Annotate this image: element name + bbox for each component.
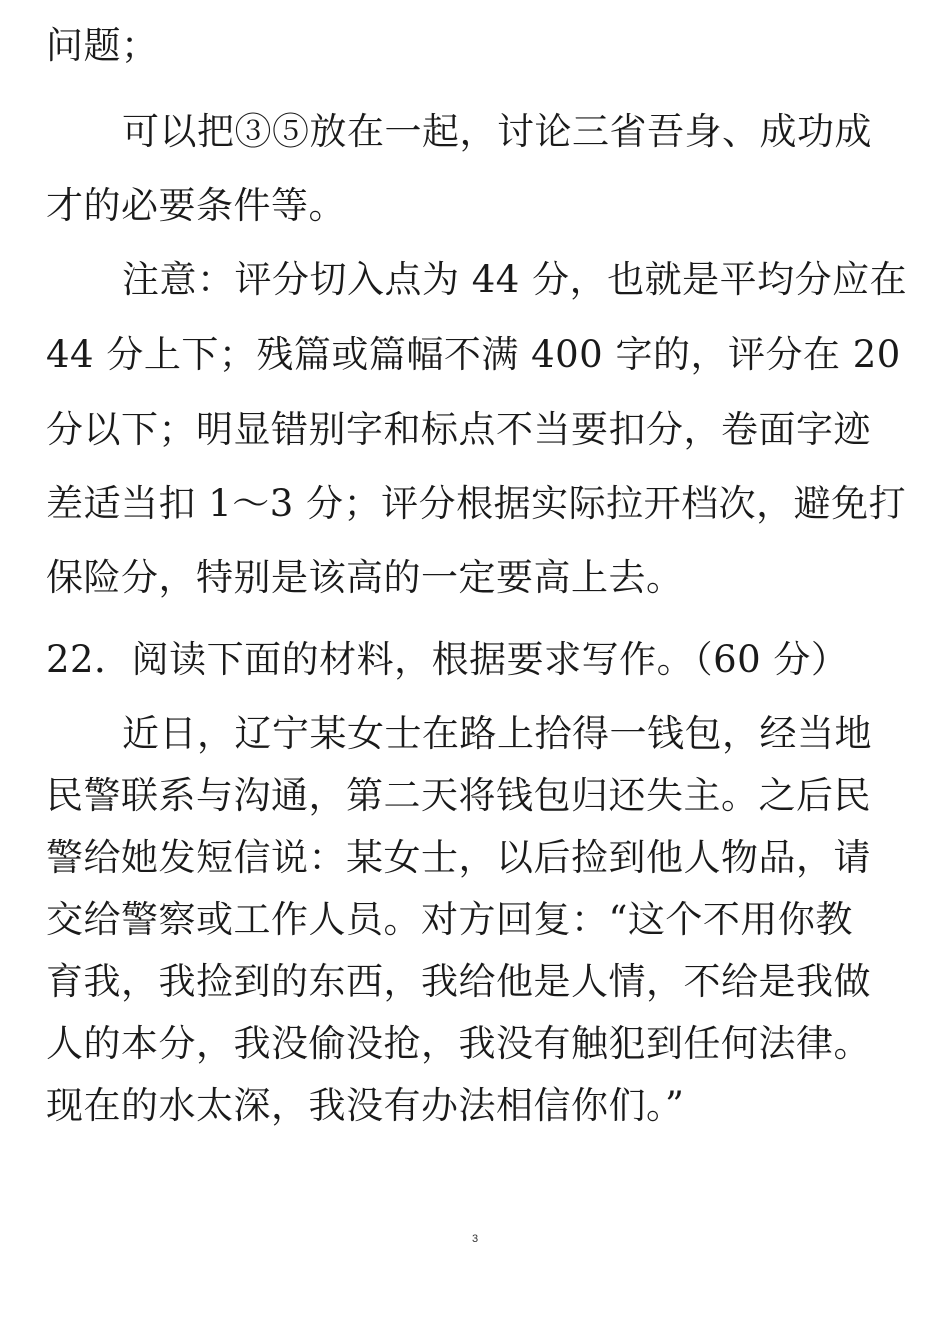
scoring-paragraph-line: 才的必要条件等。: [46, 184, 346, 227]
scoring-note-line: 44 分上下；残篇或篇幅不满 400 字的，评分在 20: [46, 333, 901, 376]
scoring-note-line: 注意：评分切入点为 44 分，也就是平均分应在: [122, 258, 908, 301]
material-line: 交给警察或工作人员。对方回复：“这个不用你教: [46, 898, 853, 941]
material-line: 现在的水太深，我没有办法相信你们。”: [46, 1084, 685, 1127]
material-line: 民警联系与沟通，第二天将钱包归还失主。之后民: [46, 774, 871, 817]
material-line: 近日，辽宁某女士在路上拾得一钱包，经当地: [122, 712, 872, 755]
scoring-note-line: 保险分，特别是该高的一定要高上去。: [46, 556, 684, 599]
question-22-heading: 22．阅读下面的材料，根据要求写作。（60 分）: [46, 638, 849, 681]
material-line: 警给她发短信说：某女士，以后捡到他人物品，请: [46, 836, 871, 879]
material-line: 育我，我捡到的东西，我给他是人情，不给是我做: [46, 960, 871, 1003]
scoring-continuation-line: 问题；: [46, 24, 159, 67]
page-number: 3: [471, 1233, 479, 1245]
scoring-paragraph-line: 可以把③⑤放在一起，讨论三省吾身、成功成: [122, 110, 872, 153]
material-line: 人的本分，我没偷没抢，我没有触犯到任何法律。: [46, 1022, 871, 1065]
scoring-note-line: 分以下；明显错别字和标点不当要扣分，卷面字迹: [46, 408, 871, 451]
scoring-note-line: 差适当扣 1～3 分；评分根据实际拉开档次，避免打: [46, 482, 907, 525]
